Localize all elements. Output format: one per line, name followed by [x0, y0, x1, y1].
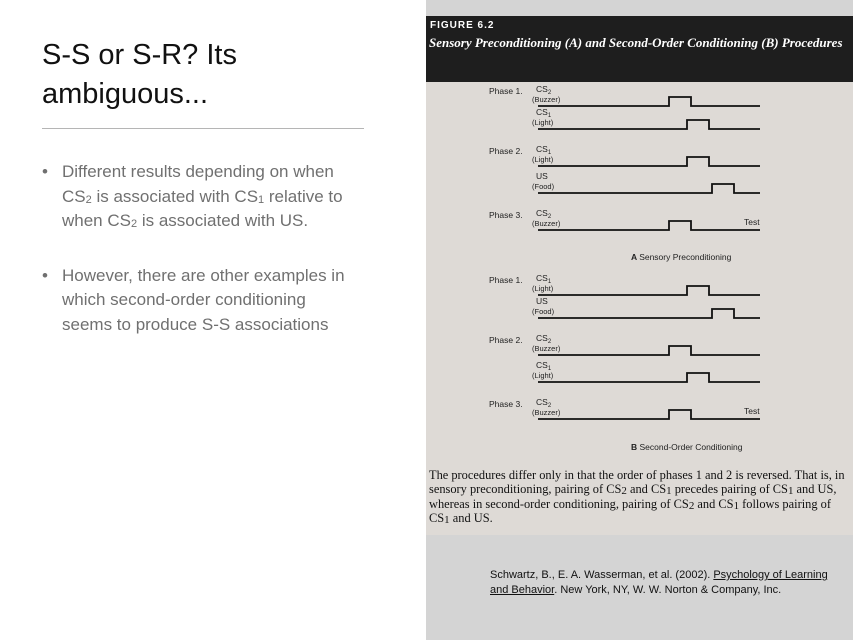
stimulus-detail-label: (Buzzer)	[532, 344, 561, 353]
stimulus-label: $CS_2$	[536, 397, 552, 409]
bullet-list	[42, 160, 360, 367]
citation: Schwartz, B., E. A. Wasserman, et al. (2002). Psychology of Learning and Behavior. New York, NY, W. W. Norton & Company, Inc.	[490, 569, 828, 596]
book-title-link[interactable]: Psychology of Learning and Behavior	[490, 569, 828, 596]
figure-label: FIGURE 6.2	[430, 20, 495, 31]
bullet-text: However, there are other examples in which second-order conditioning seems to produce S-S associations	[62, 265, 345, 334]
stimulus-timeline	[538, 309, 760, 318]
stimulus-timeline	[538, 120, 760, 129]
stimulus-label: $CS_1$	[536, 107, 552, 119]
stimulus-label: $CS_2$	[536, 208, 552, 220]
stimulus-detail-label: (Light)	[532, 371, 554, 380]
stimulus-timeline	[538, 286, 760, 295]
slide-title: S-S or S-R? Its ambiguous...	[42, 39, 237, 110]
stimulus-timeline	[538, 346, 760, 355]
stimulus-timeline	[538, 410, 760, 419]
stimulus-label: US	[536, 171, 548, 181]
phase-label: Phase 3.	[489, 210, 523, 220]
phase-label: Phase 1.	[489, 86, 523, 96]
panel-caption: B Second-Order Conditioning	[631, 442, 743, 452]
figure-header	[426, 16, 853, 82]
bullet-item-1	[42, 160, 360, 234]
stimulus-timeline	[538, 184, 760, 193]
bullet-item-2	[42, 264, 360, 338]
bullet-dot: •	[42, 265, 48, 285]
stimulus-detail-label: (Buzzer)	[532, 219, 561, 228]
stimulus-detail-label: (Light)	[532, 155, 554, 164]
panel-caption: A Sensory Preconditioning	[631, 252, 732, 262]
timing-diagram	[426, 82, 853, 474]
title-divider	[42, 128, 364, 129]
test-label: Test	[744, 406, 760, 416]
test-label: Test	[744, 217, 760, 227]
stimulus-label: $CS_1$	[536, 360, 552, 372]
bullet-dot: •	[42, 162, 48, 181]
figure-title: Sensory Preconditioning (A) and Second-Order Conditioning (B) Procedures	[429, 35, 843, 50]
stimulus-label: US	[536, 296, 548, 306]
stimulus-label: $CS_2$	[536, 333, 552, 345]
stimulus-timeline	[538, 373, 760, 382]
stimulus-timeline	[538, 97, 760, 106]
stimulus-timeline	[538, 157, 760, 166]
phase-label: Phase 2.	[489, 335, 523, 345]
phase-label: Phase 3.	[489, 399, 523, 409]
stimulus-detail-label: (Light)	[532, 118, 554, 127]
stimulus-detail-label: (Light)	[532, 284, 554, 293]
figure-caption: The procedures differ only in that the order of phases 1 and 2 is reversed. That is, in sensory preconditioning, pairing of $CS_2$ and $CS_1$ precedes pairing of $CS_1$ and US, whereas in second-order conditioning, pairing of $CS_2$ and $CS_1$ follows pairing of $CS_1$ and US.	[429, 468, 845, 527]
phase-label: Phase 1.	[489, 275, 523, 285]
stimulus-label: $CS_1$	[536, 144, 552, 156]
stimulus-detail-label: (Food)	[532, 307, 555, 316]
stimulus-detail-label: (Food)	[532, 182, 555, 191]
stimulus-label: $CS_1$	[536, 273, 552, 285]
bullet-text: Different results depending on when $CS_2$ is associated with $CS_1$ relative to when $CS_2$ is associated with US.	[62, 162, 343, 230]
figure-image	[426, 16, 853, 535]
stimulus-detail-label: (Buzzer)	[532, 408, 561, 417]
stimulus-detail-label: (Buzzer)	[532, 95, 561, 104]
stimulus-label: $CS_2$	[536, 84, 552, 96]
stimulus-timeline	[538, 221, 760, 230]
phase-label: Phase 2.	[489, 146, 523, 156]
